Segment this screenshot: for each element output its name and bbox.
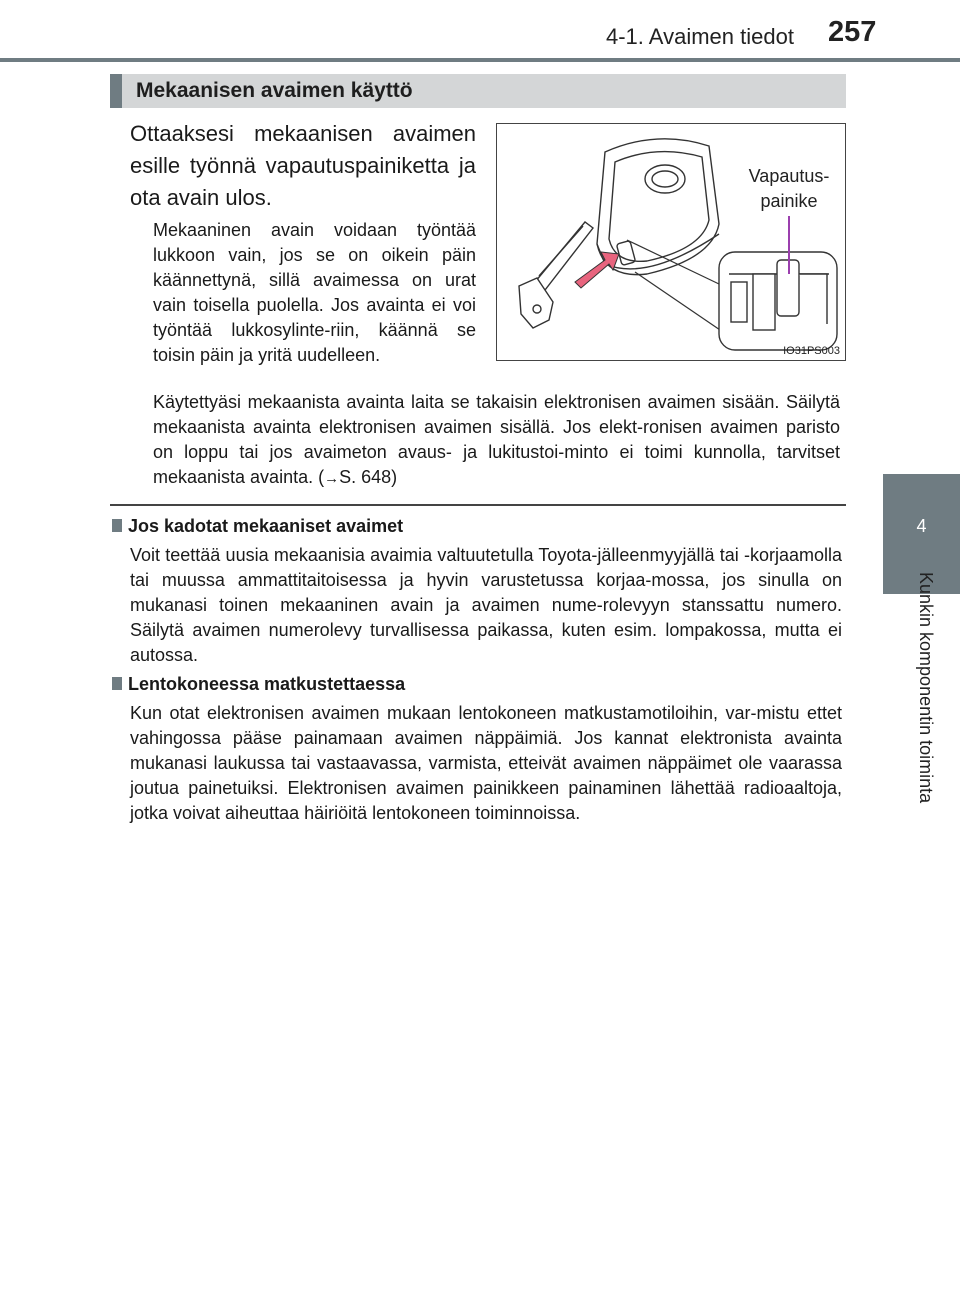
section-heading: Mekaanisen avaimen käyttö — [110, 74, 846, 108]
key-figure — [496, 123, 846, 361]
subsection-title-text: Lentokoneessa matkustettaessa — [128, 674, 406, 694]
subsection-title — [112, 672, 842, 697]
subsection-title-text: Jos kadotat mekaaniset avaimet — [128, 516, 404, 536]
reference-arrow: → — [324, 470, 340, 487]
page-reference[interactable]: S. 648) — [339, 467, 398, 487]
figure-label-line2: painike — [760, 191, 818, 211]
subsection-title — [112, 514, 842, 539]
figure-label — [739, 164, 839, 214]
page-number: 257 — [828, 16, 877, 48]
mechanical-key-drawing — [519, 222, 593, 328]
subsection-body: Voit teettää uusia mekaanisia avaimia valtuutetulla Toyota-jälleenmyyjällä tai -korjaamolla tai muussa ammattitaitoisessa ja hyvin varustetussa korjaa-mossa, jos sinulla on mukanasi toinen mekaaninen avain ja avaimen nume-rolevyyn stanssattu numero. Säilytä avaimen numerolevy turvallisessa paikassa, kuten esim. lompakossa, mutta ei autossa. — [130, 545, 842, 665]
chapter-label: Kunkin komponentin toiminta — [916, 572, 936, 804]
subsection-airplane — [112, 672, 842, 826]
note-text: Mekaaninen avain voidaan työntää lukkoon vain, jos se on oikein päin käännettynä, sillä avaimessa on urat vain toisella puolella. Jos avainta ei voi työntää lukkosylinte-riin, käännä se toisin päin ja yritä uudelleen. — [153, 220, 476, 365]
figure-code: IO31PS003 — [783, 345, 840, 357]
bullet-square-icon — [112, 677, 122, 690]
zoom-inset-drawing — [719, 252, 837, 350]
figure-label-line1: Vapautus- — [748, 166, 830, 186]
header-section-title: 4-1. Avaimen tiedot — [606, 24, 794, 49]
bullet-square-icon — [112, 519, 122, 532]
section-divider — [110, 504, 846, 506]
subsection-body: Kun otat elektronisen avaimen mukaan lentokoneen matkustamotiloihin, var-mistu ettet vahingossa pääse painamaan avaimen näppäimiä. Jos kannat elektronista avainta mukanasi laukussa tai vastaavassa, varmista, etteivät avaimen näppäimet ole vaarassa joutua painetuiksi. Elektronisen avaimen painikkeen painaminen lähettää radioaaltoja, jotka voivat aiheuttaa häiriöitä lentokoneen toiminnoissa. — [130, 703, 842, 823]
chapter-number: 4 — [916, 516, 927, 536]
subsection-lost-keys — [112, 514, 842, 668]
storage-paragraph — [153, 390, 840, 491]
header-rule — [0, 58, 960, 62]
intro-text: Ottaaksesi mekaanisen avaimen esille työnnä vapautuspainiketta ja ota avain ulos. — [130, 121, 476, 210]
storage-text: Käytettyäsi mekaanista avainta laita se takaisin elektronisen avaimen sisään. Säilytä mekaanista avainta elektronisen avaimen sisällä. Jos elekt-ronisen avaimen paristo on loppu tai jos avaimeton avaus- ja lukitustoi-minto ei toimi kunnolla, tarvitset mekaanista avainta. ( — [153, 392, 840, 487]
key-illustration — [497, 124, 847, 362]
